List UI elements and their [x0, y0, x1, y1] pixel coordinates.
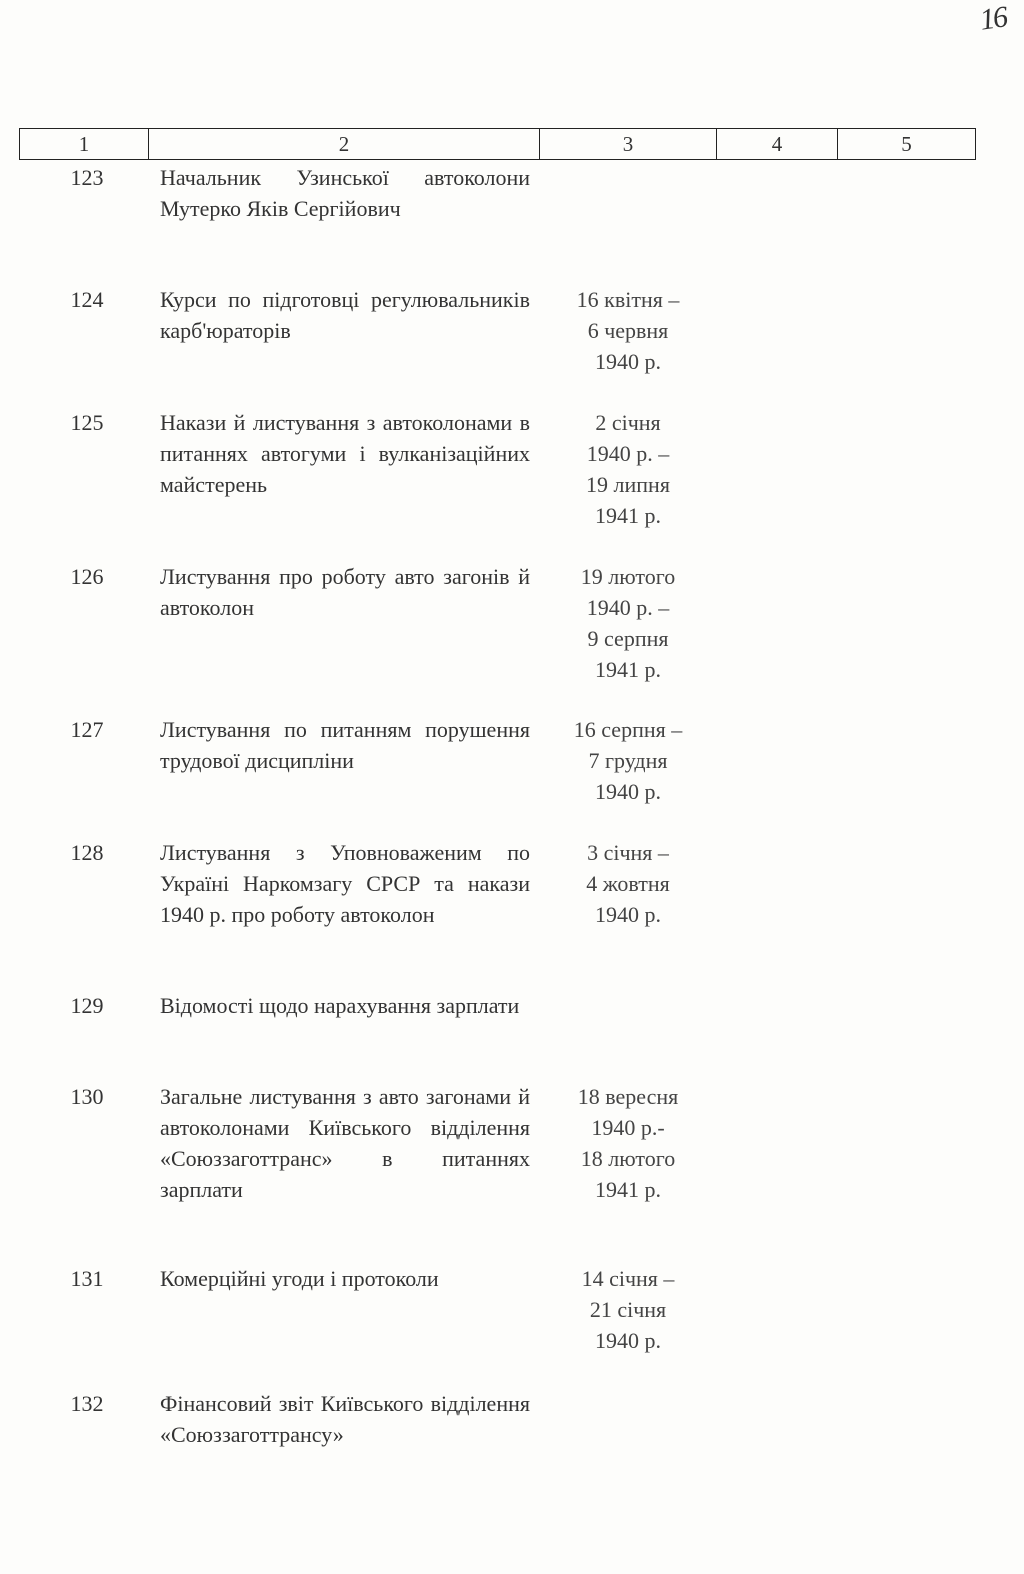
item-title: Фінансовий звіт Київського відділення «Союззаготтрансу» [160, 1391, 530, 1447]
column-header-2: 2 [149, 129, 540, 160]
item-date: 2 січня 1940 р. – 19 липня 1941 р. [586, 410, 670, 528]
item-title: Відомості щодо нарахування зарплати [160, 993, 520, 1018]
column-header-3: 3 [540, 129, 717, 160]
column-header-4: 4 [717, 129, 838, 160]
item-title: Курси по підготовці регулювальників карб'юраторів [160, 287, 530, 343]
item-title: Листування з Уповноваженим по Україні Наркомзагу СРСР та накази 1940 р. про роботу автоколон [160, 840, 530, 927]
item-date: 19 лютого 1940 р. – 9 серпня 1941 р. [580, 564, 676, 682]
item-number: 129 [70, 993, 104, 1018]
item-title: Листування про роботу авто загонів й автоколон [160, 564, 530, 620]
item-title: Накази й листування з автоколонами в питаннях автогуми і вулканізаційних майстерень [160, 410, 530, 497]
item-date: 14 січня – 21 січня 1940 р. [581, 1266, 675, 1353]
item-date: 18 вересня 1940 р.- 18 лютого 1941 р. [577, 1084, 679, 1202]
item-number: 127 [70, 717, 104, 742]
column-header-5: 5 [838, 129, 976, 160]
item-date: 3 січня – 4 жовтня 1940 р. [586, 840, 670, 927]
item-number: 132 [70, 1391, 104, 1416]
item-title: Комерційні угоди і протоколи [160, 1266, 439, 1291]
item-number: 130 [70, 1084, 104, 1109]
item-number: 128 [70, 840, 104, 865]
item-number: 131 [70, 1266, 104, 1291]
item-title: Загальне листування з авто загонами й автоколонами Київського відділення «Союззаготтранс» в питаннях зарплати [160, 1084, 530, 1202]
item-number: 124 [70, 287, 104, 312]
item-date: 16 квітня – 6 червня 1940 р. [576, 287, 680, 374]
item-number: 125 [70, 410, 104, 435]
item-title: Начальник Узинської автоколони Мутерко Яків Сергійович [160, 165, 530, 221]
item-date: 16 серпня – 7 грудня 1940 р. [573, 717, 683, 804]
item-number: 123 [70, 165, 104, 190]
item-number: 126 [70, 564, 104, 589]
page-number: 16 [977, 0, 1009, 37]
column-header-1: 1 [20, 129, 149, 160]
item-title: Листування по питанням порушення трудової дисципліни [160, 717, 530, 773]
